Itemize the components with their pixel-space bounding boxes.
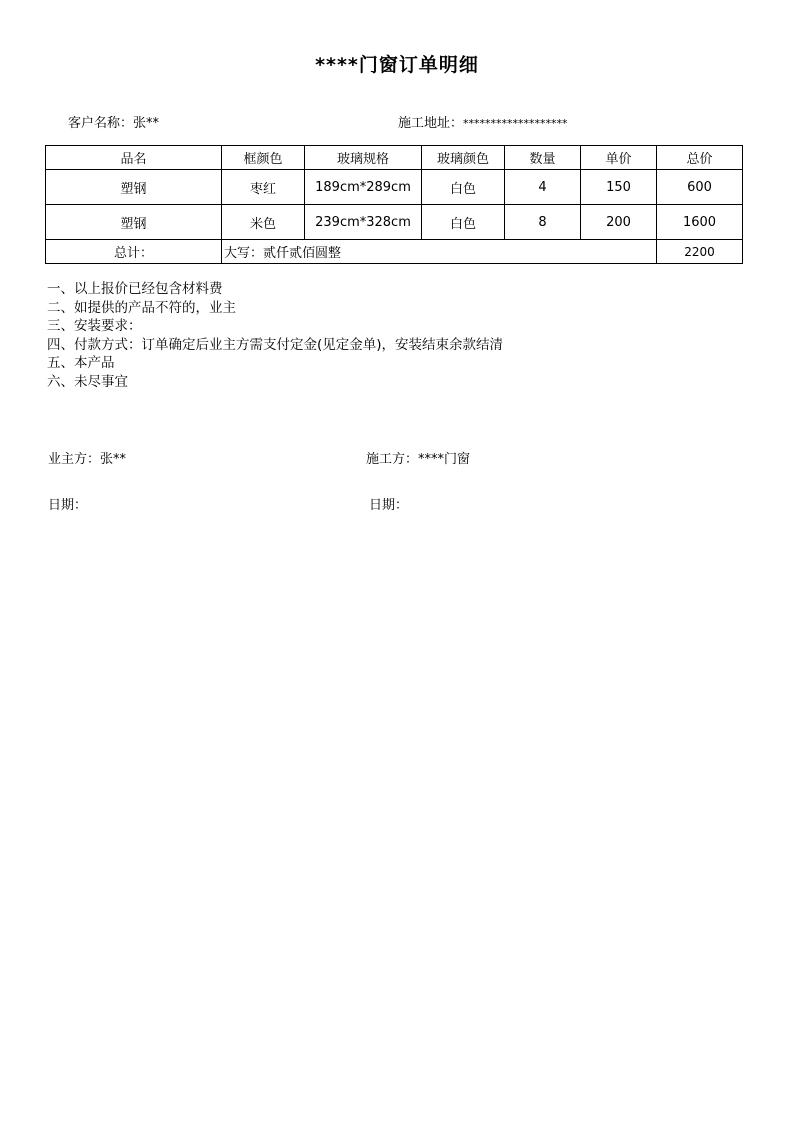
- total-amount-in-words: 大写：贰仟贰佰圆整: [222, 240, 657, 264]
- contractor-value: ****门窗: [418, 452, 471, 467]
- total-label: 总计：: [46, 240, 222, 264]
- address-value: *******************: [463, 117, 568, 130]
- order-table: [45, 145, 743, 264]
- table-row: [46, 205, 743, 240]
- terms-item: 四、付款方式：订单确定后业主方需支付定金(见定金单)，安装结束余款结清: [47, 336, 504, 353]
- table-cell: 塑钢: [46, 170, 222, 205]
- table-cell: 白色: [422, 170, 505, 205]
- document-title: ****门窗订单明细: [315, 54, 479, 76]
- header-cell: 玻璃颜色: [422, 146, 505, 170]
- owner-value: 张**: [100, 452, 127, 467]
- customer-label: 客户名称：: [68, 116, 134, 131]
- header-cell: 品名: [46, 146, 222, 170]
- table-cell: 189cm*289cm: [305, 170, 422, 205]
- header-cell: 玻璃规格: [305, 146, 422, 170]
- contractor-date: 日期：: [369, 498, 409, 513]
- table-total-row: [46, 240, 743, 264]
- owner-date: 日期：: [48, 498, 88, 513]
- address-info: [398, 112, 568, 131]
- total-amount: 2200: [657, 240, 743, 264]
- table-row: [46, 170, 743, 205]
- owner-signature: [48, 448, 126, 467]
- contractor-label: 施工方：: [366, 452, 419, 467]
- terms-item: 五、本产品: [47, 355, 115, 371]
- customer-info: [68, 112, 159, 131]
- header-cell: 总价: [657, 146, 743, 170]
- table-cell: 239cm*328cm: [305, 205, 422, 240]
- owner-label: 业主方：: [48, 452, 101, 467]
- address-label: 施工地址：: [398, 116, 464, 131]
- terms-item: 三、安装要求：: [47, 318, 142, 334]
- table-cell: 枣红: [222, 170, 305, 205]
- table-cell: 8: [505, 205, 581, 240]
- table-cell: 白色: [422, 205, 505, 240]
- customer-value: 张**: [133, 116, 160, 131]
- header-cell: 数量: [505, 146, 581, 170]
- terms-item: 二、如提供的产品不符的，业主: [47, 299, 236, 316]
- header-cell: 单价: [581, 146, 657, 170]
- table-cell: 200: [581, 205, 657, 240]
- table-cell: 150: [581, 170, 657, 205]
- header-cell: 框颜色: [222, 146, 305, 170]
- table-cell: 600: [657, 170, 743, 205]
- table-header-row: [46, 146, 743, 170]
- table-cell: 1600: [657, 205, 743, 240]
- table-cell: 塑钢: [46, 205, 222, 240]
- table-cell: 4: [505, 170, 581, 205]
- table-cell: 米色: [222, 205, 305, 240]
- terms-item: 一、以上报价已经包含材料费: [47, 281, 223, 297]
- contractor-signature: [366, 448, 470, 467]
- terms-item: 六、未尽事宜: [47, 373, 128, 390]
- terms-list: [47, 280, 503, 391]
